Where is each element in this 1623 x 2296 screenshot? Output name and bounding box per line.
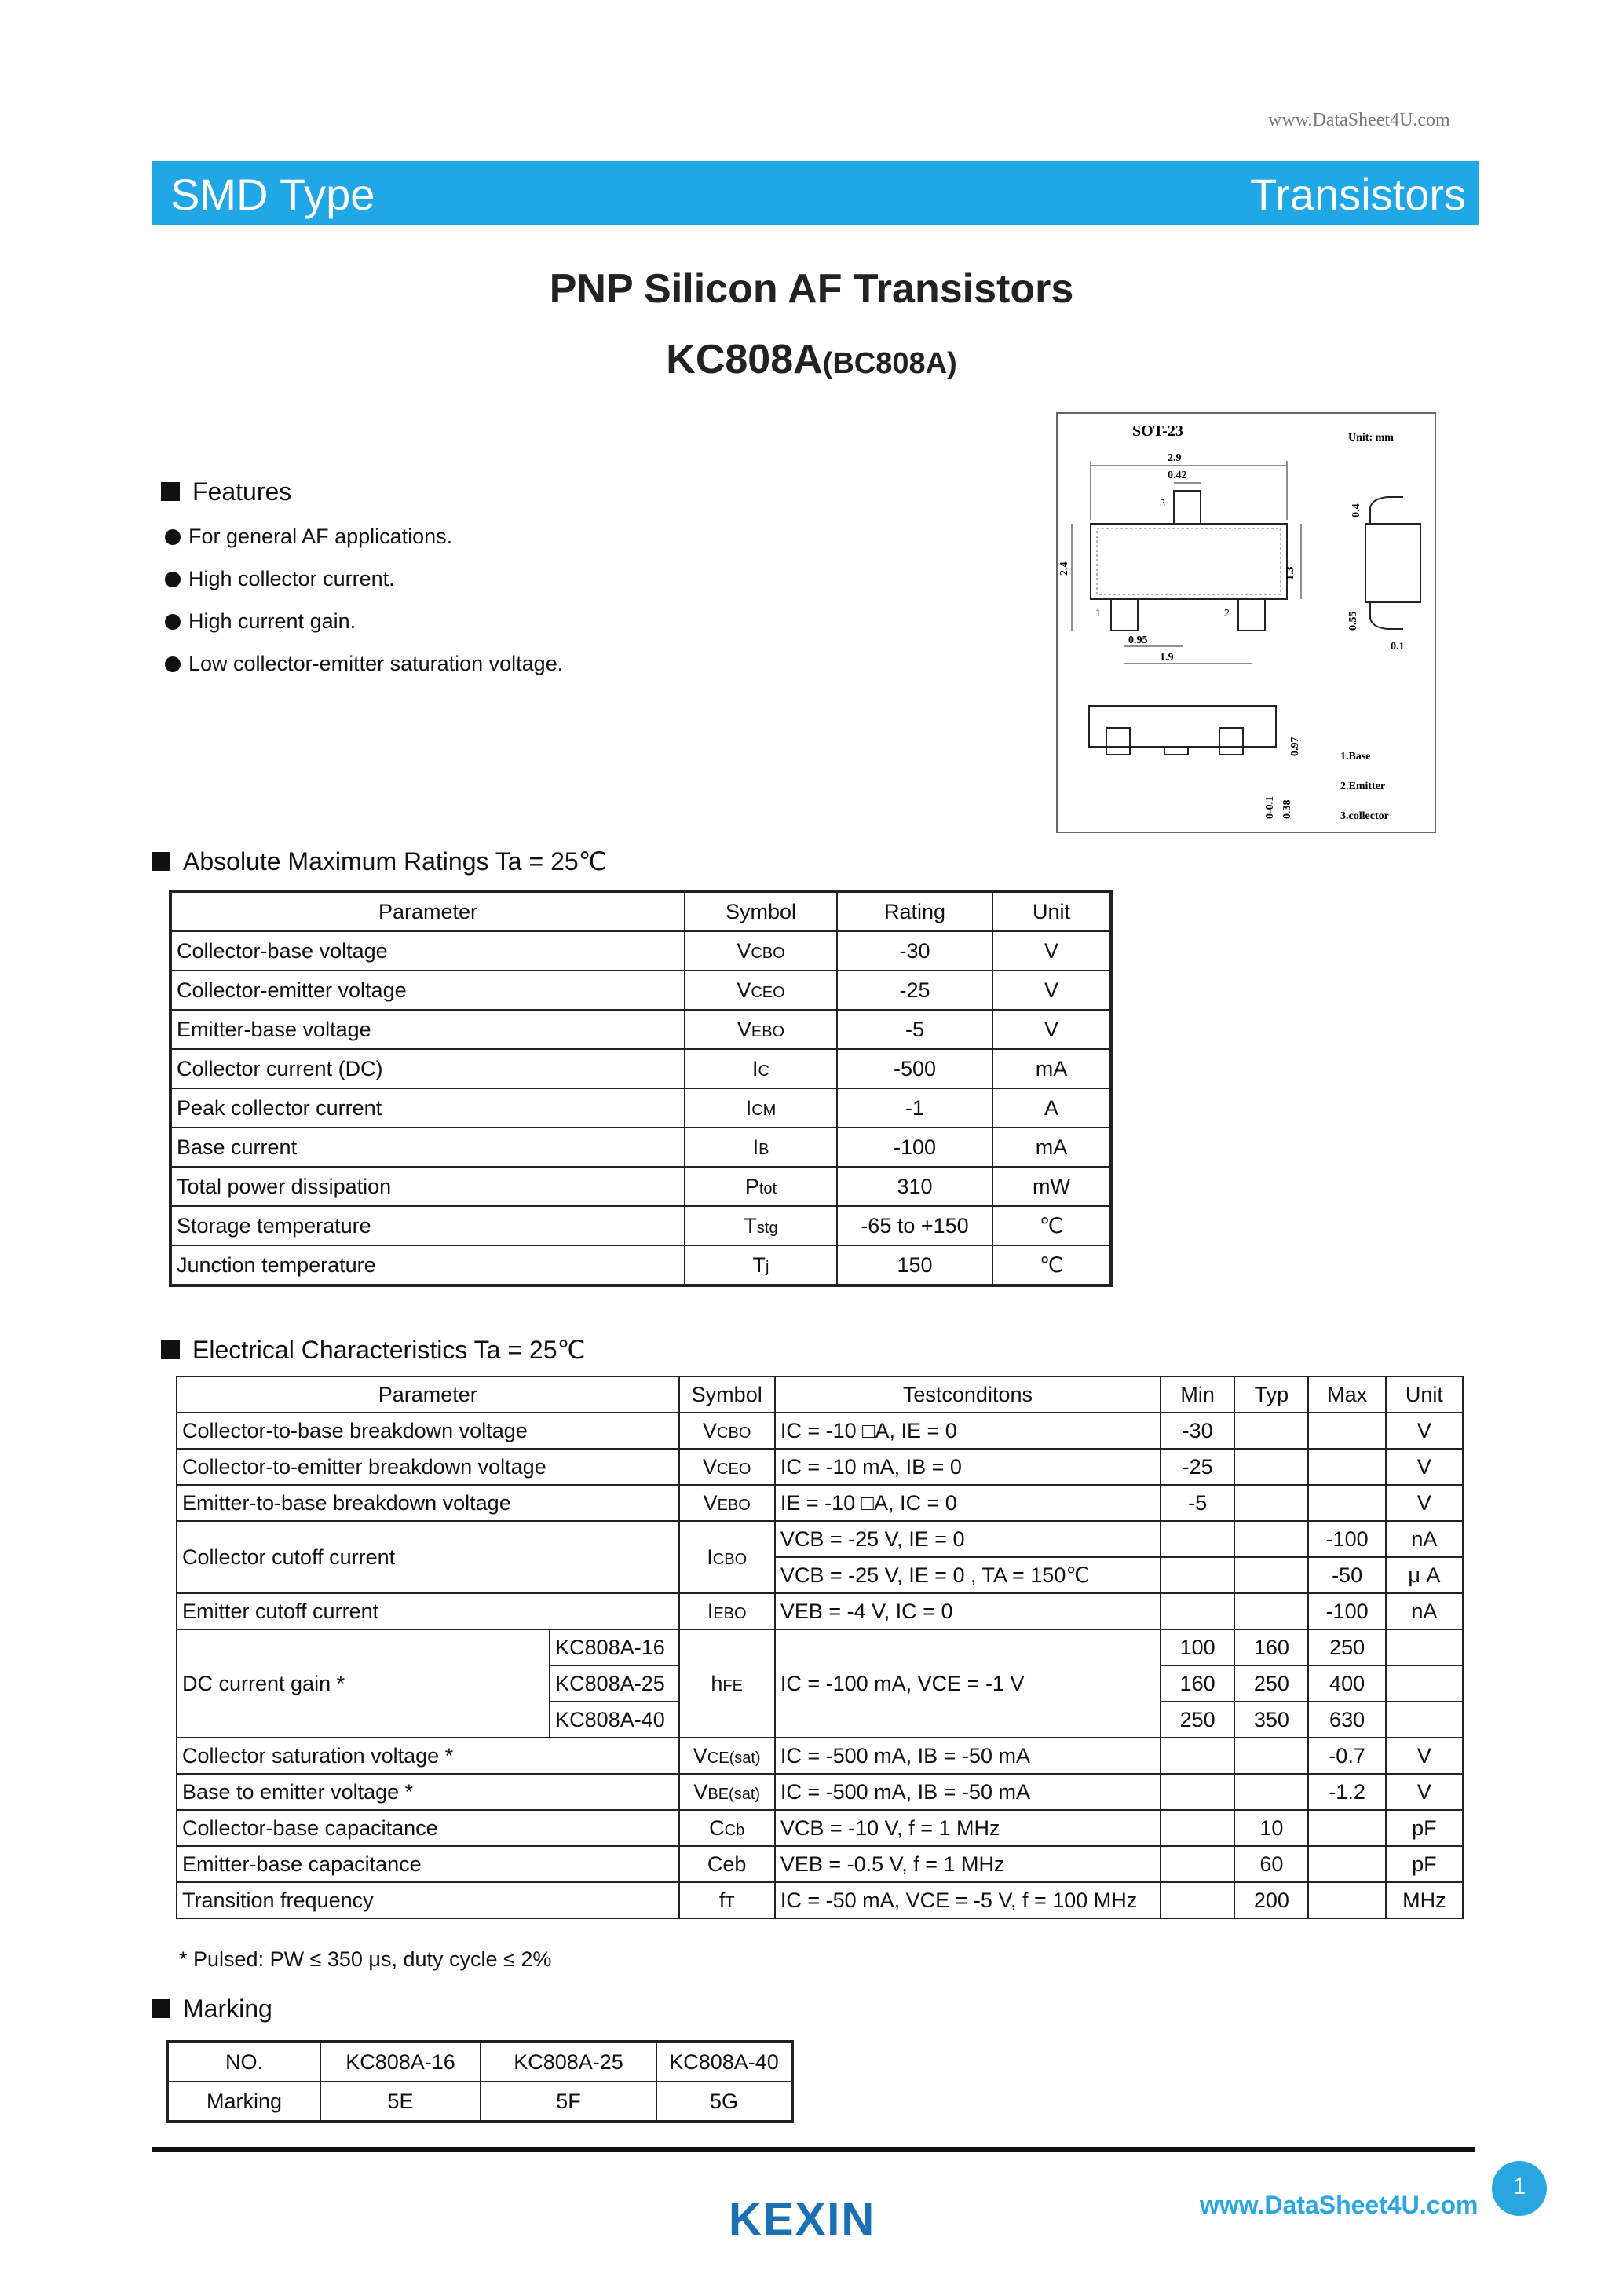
watermark-top: www.DataSheet4U.com — [1268, 110, 1450, 130]
header-cell: Rating — [837, 891, 992, 931]
typ-cell — [1234, 1593, 1308, 1629]
elec-char-table — [176, 1376, 1464, 1919]
marking-cell: 5G — [656, 2082, 792, 2122]
param-cell: Collector-to-emitter breakdown voltage — [177, 1449, 679, 1485]
table-row — [177, 1449, 1463, 1485]
banner-right-label: Transistors — [1250, 170, 1466, 219]
header-cell: Max — [1308, 1377, 1385, 1413]
typ-cell: 60 — [1234, 1846, 1308, 1882]
table-row — [170, 1010, 1111, 1049]
symbol-cell: ICM — [685, 1088, 837, 1128]
table-row — [177, 1413, 1463, 1449]
max-cell — [1308, 1449, 1385, 1485]
table-row — [177, 1738, 1463, 1774]
dim-pitch: 0.95 — [1128, 634, 1148, 646]
dim-lead-height: 0.4 — [1351, 503, 1362, 517]
symbol-cell: IC — [685, 1049, 837, 1088]
unit-cell — [1386, 1629, 1463, 1665]
sot23-outline — [1058, 414, 1435, 832]
min-cell: 250 — [1161, 1702, 1234, 1738]
symbol-cell: hFE — [679, 1629, 775, 1738]
rating-cell: -65 to +150 — [837, 1206, 992, 1245]
param-cell: Collector-to-base breakdown voltage — [177, 1413, 679, 1449]
header-cell: Parameter — [177, 1377, 679, 1413]
marking-cell: NO. — [167, 2042, 320, 2082]
param-cell: Collector current (DC) — [170, 1049, 685, 1088]
feature-item: Low collector-emitter saturation voltage. — [165, 652, 563, 676]
feature-item: High collector current. — [165, 567, 395, 591]
typ-cell — [1234, 1557, 1308, 1593]
dim-standoff: 0-0.1 — [1264, 795, 1276, 819]
param-cell: Junction temperature — [170, 1245, 685, 1285]
grade-cell: KC808A-16 — [550, 1629, 678, 1665]
grade-cell: KC808A-25 — [550, 1665, 678, 1702]
square-bullet-icon — [152, 1999, 170, 2018]
param-cell: Peak collector current — [170, 1088, 685, 1128]
symbol-cell: Ptot — [685, 1167, 837, 1206]
param-cell: Transition frequency — [177, 1882, 679, 1918]
rating-cell: -100 — [837, 1128, 992, 1167]
min-cell — [1161, 1557, 1234, 1593]
max-cell: -50 — [1308, 1557, 1385, 1593]
max-cell — [1308, 1846, 1385, 1882]
grade-cell: KC808A-40 — [550, 1702, 678, 1738]
table-row — [177, 1846, 1463, 1882]
abs-max-table — [169, 890, 1113, 1287]
unit-cell: V — [1386, 1413, 1463, 1449]
package-drawing — [1056, 412, 1436, 833]
dim-height: 2.4 — [1058, 561, 1070, 576]
table-row — [170, 931, 1111, 971]
dim-lead: 0.42 — [1168, 470, 1187, 481]
marking-cell: Marking — [167, 2082, 320, 2122]
feature-item: High current gain. — [165, 609, 356, 634]
rating-cell: -30 — [837, 931, 992, 971]
unit-cell: pF — [1386, 1846, 1463, 1882]
header-cell: Min — [1161, 1377, 1234, 1413]
max-cell: 250 — [1308, 1629, 1385, 1665]
symbol-cell: VCBO — [685, 931, 837, 971]
pin-label: 2 — [1224, 608, 1230, 620]
unit-cell: nA — [1386, 1521, 1463, 1557]
condition-cell: IC = -500 mA, IB = -50 mA — [775, 1774, 1161, 1810]
table-row — [170, 1206, 1111, 1245]
min-cell: 100 — [1161, 1629, 1234, 1665]
rating-cell: 150 — [837, 1245, 992, 1285]
header-cell: Symbol — [679, 1377, 775, 1413]
unit-cell: V — [992, 971, 1111, 1010]
symbol-cell: VEBO — [685, 1010, 837, 1049]
min-cell — [1161, 1738, 1234, 1774]
typ-cell: 200 — [1234, 1882, 1308, 1918]
part-alt: (BC808A) — [822, 347, 957, 380]
unit-cell: V — [992, 931, 1111, 971]
param-cell: Emitter cutoff current — [177, 1593, 679, 1629]
unit-cell: nA — [1386, 1593, 1463, 1629]
unit-cell: ℃ — [992, 1206, 1111, 1245]
unit-cell — [1386, 1702, 1463, 1738]
min-cell: -5 — [1161, 1485, 1234, 1521]
typ-cell — [1234, 1485, 1308, 1521]
typ-cell: 350 — [1234, 1702, 1308, 1738]
symbol-cell: IB — [685, 1128, 837, 1167]
unit-cell: MHz — [1386, 1882, 1463, 1918]
symbol-cell: CCb — [679, 1810, 775, 1846]
symbol-cell: ICBO — [679, 1521, 775, 1593]
marking-cell: KC808A-40 — [656, 2042, 792, 2082]
header-cell: Symbol — [685, 891, 837, 931]
marking-cell: 5E — [320, 2082, 481, 2122]
max-cell — [1308, 1485, 1385, 1521]
unit-cell: mA — [992, 1128, 1111, 1167]
condition-cell: IC = -10 mA, IB = 0 — [775, 1449, 1161, 1485]
table-header-row — [170, 891, 1111, 931]
svg-text:KEXIN: KEXIN — [729, 2197, 876, 2241]
header-banner — [152, 161, 1479, 225]
bullet-icon — [165, 572, 181, 587]
symbol-cell: VBE(sat) — [679, 1774, 775, 1810]
min-cell — [1161, 1774, 1234, 1810]
typ-cell: 160 — [1234, 1629, 1308, 1665]
min-cell: -30 — [1161, 1413, 1234, 1449]
bullet-icon — [165, 656, 181, 672]
param-cell: Collector-emitter voltage — [170, 971, 685, 1010]
square-bullet-icon — [161, 482, 180, 501]
dim-side-height: 0.97 — [1289, 737, 1301, 756]
condition-cell: VCB = -25 V, IE = 0 , TA = 150℃ — [775, 1557, 1161, 1593]
unit-cell: V — [992, 1010, 1111, 1049]
min-cell — [1161, 1521, 1234, 1557]
condition-cell: IC = -10 □A, IE = 0 — [775, 1413, 1161, 1449]
table-row — [170, 1245, 1111, 1285]
pulse-note: * Pulsed: PW ≤ 350 μs, duty cycle ≤ 2% — [179, 1947, 552, 1971]
page-number-badge: 1 — [1492, 2161, 1547, 2216]
feature-item: For general AF applications. — [165, 525, 452, 549]
symbol-cell: Tj — [685, 1245, 837, 1285]
symbol-cell: VCBO — [679, 1413, 775, 1449]
pin-label: 3 — [1160, 498, 1165, 510]
max-cell — [1308, 1882, 1385, 1918]
param-cell: Collector cutoff current — [177, 1521, 679, 1593]
table-row — [177, 1629, 1463, 1665]
table-row — [167, 2082, 792, 2122]
unit-cell — [1386, 1665, 1463, 1702]
dim-lead-width: 0.38 — [1281, 799, 1293, 819]
page-title: PNP Silicon AF Transistors — [549, 266, 1074, 312]
typ-cell — [1234, 1738, 1308, 1774]
rating-cell: 310 — [837, 1167, 992, 1206]
header-cell: Testconditons — [775, 1377, 1161, 1413]
symbol-cell: IEBO — [679, 1593, 775, 1629]
table-row — [170, 1167, 1111, 1206]
rating-cell: -5 — [837, 1010, 992, 1049]
unit-cell: A — [992, 1088, 1111, 1128]
max-cell: -100 — [1308, 1593, 1385, 1629]
pin-legend: 2.Emitter — [1340, 781, 1386, 792]
param-cell: Total power dissipation — [170, 1167, 685, 1206]
header-cell: Unit — [1386, 1377, 1463, 1413]
pin-legend: 1.Base — [1340, 751, 1371, 762]
table-row — [170, 1128, 1111, 1167]
condition-cell: VEB = -0.5 V, f = 1 MHz — [775, 1846, 1161, 1882]
header-cell: Parameter — [170, 891, 685, 931]
max-cell: -0.7 — [1308, 1738, 1385, 1774]
marking-cell: 5F — [481, 2082, 656, 2122]
dim-width: 2.9 — [1168, 452, 1182, 464]
part-number — [0, 336, 1623, 383]
unit-cell: mA — [992, 1049, 1111, 1088]
param-cell: Emitter-to-base breakdown voltage — [177, 1485, 679, 1521]
symbol-cell: Ceb — [679, 1846, 775, 1882]
symbol-cell: VCE(sat) — [679, 1738, 775, 1774]
condition-cell: IC = -500 mA, IB = -50 mA — [775, 1738, 1161, 1774]
condition-cell: IE = -10 □A, IC = 0 — [775, 1485, 1161, 1521]
table-row — [167, 2042, 792, 2082]
table-row — [170, 1088, 1111, 1128]
pin-legend: 3.collector — [1340, 810, 1389, 822]
table-row — [177, 1593, 1463, 1629]
symbol-cell: fT — [679, 1882, 775, 1918]
elec-heading: Electrical Characteristics Ta = 25℃ — [161, 1335, 585, 1365]
unit-cell: mW — [992, 1167, 1111, 1206]
kexin-logo — [729, 2197, 909, 2241]
table-row — [177, 1810, 1463, 1846]
param-cell: Collector saturation voltage * — [177, 1738, 679, 1774]
table-header-row — [177, 1377, 1463, 1413]
condition-cell: VCB = -25 V, IE = 0 — [775, 1521, 1161, 1557]
param-cell: Collector-base voltage — [170, 931, 685, 971]
table-row — [177, 1882, 1463, 1918]
min-cell — [1161, 1810, 1234, 1846]
marking-cell: KC808A-16 — [320, 2042, 481, 2082]
typ-cell — [1234, 1774, 1308, 1810]
min-cell — [1161, 1846, 1234, 1882]
unit-cell: μ A — [1386, 1557, 1463, 1593]
header-cell: Typ — [1234, 1377, 1308, 1413]
dim-lead-length: 0.55 — [1347, 611, 1359, 631]
abs-max-heading: Absolute Maximum Ratings Ta = 25℃ — [152, 846, 607, 876]
typ-cell: 10 — [1234, 1810, 1308, 1846]
header-cell: Unit — [992, 891, 1111, 931]
typ-cell: 250 — [1234, 1665, 1308, 1702]
unit-cell: V — [1386, 1774, 1463, 1810]
rating-cell: -1 — [837, 1088, 992, 1128]
rating-cell: -25 — [837, 971, 992, 1010]
marking-heading: Marking — [152, 1994, 272, 2024]
param-cell: Base current — [170, 1128, 685, 1167]
max-cell: 630 — [1308, 1702, 1385, 1738]
table-row — [177, 1485, 1463, 1521]
features-heading: Features — [161, 477, 291, 506]
pkg-unit: Unit: mm — [1348, 432, 1394, 444]
symbol-cell: VCEO — [679, 1449, 775, 1485]
condition-cell: IC = -100 mA, VCE = -1 V — [775, 1629, 1161, 1738]
dim-thickness: 0.1 — [1391, 641, 1405, 653]
typ-cell — [1234, 1521, 1308, 1557]
symbol-cell: VEBO — [679, 1485, 775, 1521]
table-row — [177, 1774, 1463, 1810]
unit-cell: pF — [1386, 1810, 1463, 1846]
min-cell — [1161, 1593, 1234, 1629]
param-cell: Emitter-base capacitance — [177, 1846, 679, 1882]
watermark-bottom: www.DataSheet4U.com — [1200, 2191, 1479, 2219]
square-bullet-icon — [152, 852, 170, 871]
dim-span: 1.9 — [1160, 652, 1174, 664]
banner-left-label: SMD Type — [170, 170, 375, 219]
max-cell: -1.2 — [1308, 1774, 1385, 1810]
marking-table — [166, 2040, 794, 2123]
marking-cell: KC808A-25 — [481, 2042, 656, 2082]
dim-body: 1.3 — [1285, 566, 1296, 580]
min-cell — [1161, 1882, 1234, 1918]
param-cell: DC current gain * — [177, 1629, 550, 1738]
min-cell: -25 — [1161, 1449, 1234, 1485]
footer-divider — [152, 2147, 1475, 2152]
param-cell: Base to emitter voltage * — [177, 1774, 679, 1810]
rating-cell: -500 — [837, 1049, 992, 1088]
condition-cell: IC = -50 mA, VCE = -5 V, f = 100 MHz — [775, 1882, 1161, 1918]
unit-cell: ℃ — [992, 1245, 1111, 1285]
table-row — [170, 1049, 1111, 1088]
typ-cell — [1234, 1413, 1308, 1449]
symbol-cell: Tstg — [685, 1206, 837, 1245]
pin-label: 1 — [1095, 608, 1101, 620]
max-cell — [1308, 1810, 1385, 1846]
param-cell: Collector-base capacitance — [177, 1810, 679, 1846]
condition-cell: VEB = -4 V, IC = 0 — [775, 1593, 1161, 1629]
square-bullet-icon — [161, 1340, 180, 1359]
max-cell: 400 — [1308, 1665, 1385, 1702]
table-row — [170, 971, 1111, 1010]
param-cell: Emitter-base voltage — [170, 1010, 685, 1049]
pkg-name: SOT-23 — [1132, 422, 1183, 440]
condition-cell: VCB = -10 V, f = 1 MHz — [775, 1810, 1161, 1846]
symbol-cell: VCEO — [685, 971, 837, 1010]
max-cell: -100 — [1308, 1521, 1385, 1557]
param-cell: Storage temperature — [170, 1206, 685, 1245]
typ-cell — [1234, 1449, 1308, 1485]
max-cell — [1308, 1413, 1385, 1449]
min-cell: 160 — [1161, 1665, 1234, 1702]
bullet-icon — [165, 529, 181, 545]
unit-cell: V — [1386, 1449, 1463, 1485]
bullet-icon — [165, 614, 181, 630]
unit-cell: V — [1386, 1738, 1463, 1774]
unit-cell: V — [1386, 1485, 1463, 1521]
table-row — [177, 1521, 1463, 1557]
part-main: KC808A — [666, 337, 823, 382]
